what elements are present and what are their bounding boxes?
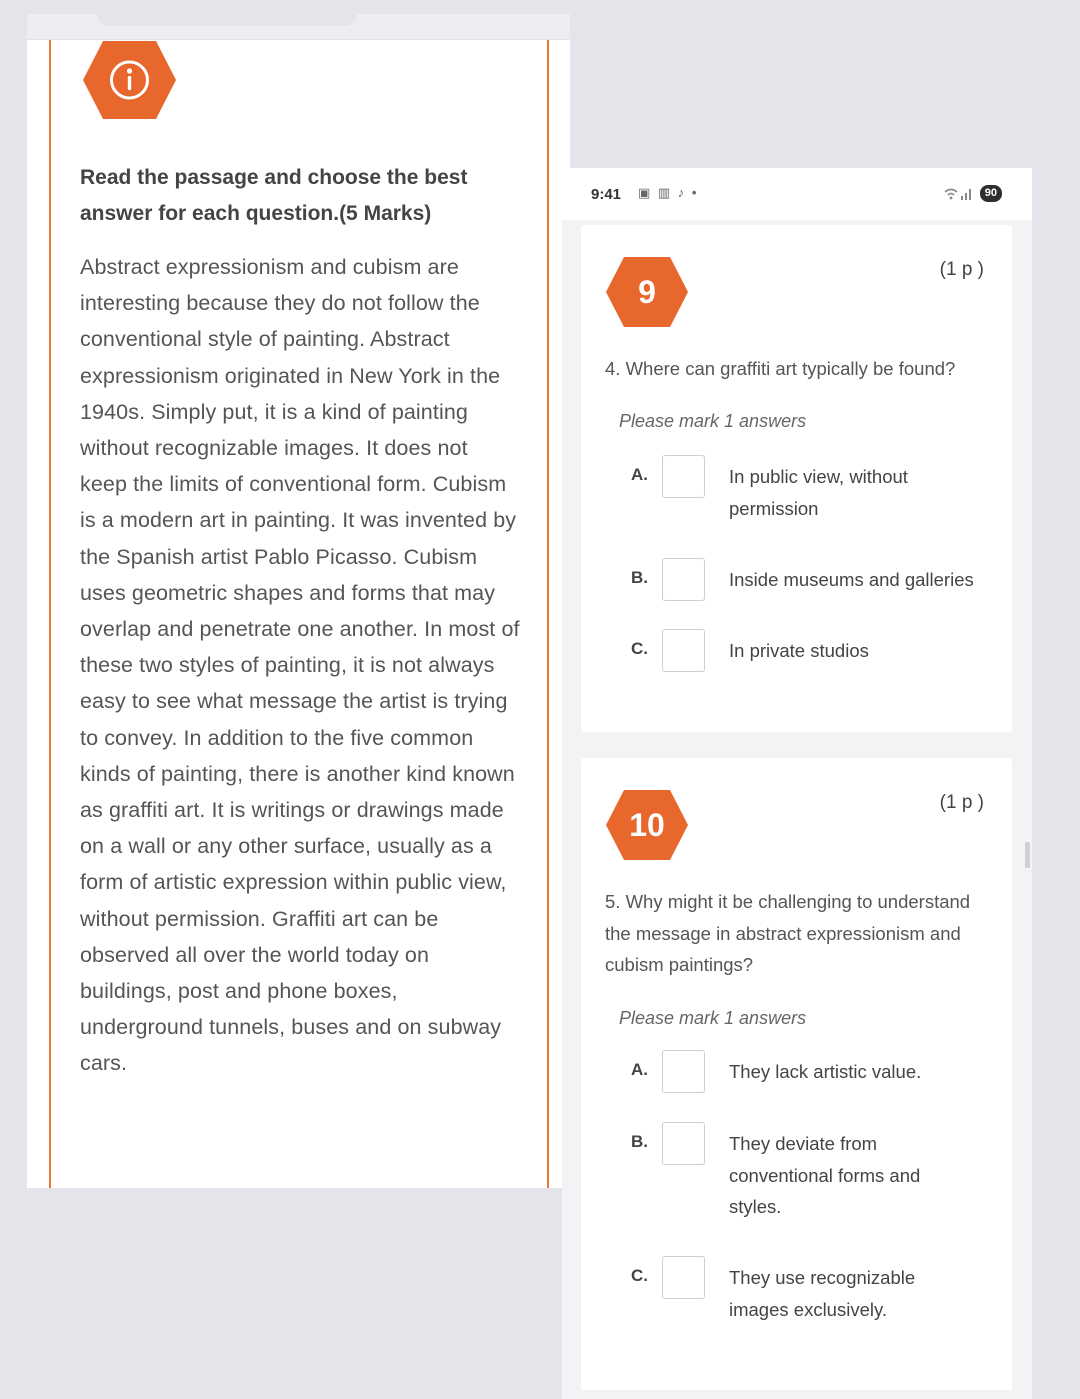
option-b[interactable] <box>625 558 1005 618</box>
option-letter: B. <box>631 568 648 587</box>
answer-checkbox[interactable] <box>662 1256 705 1299</box>
option-label: They lack artistic value. <box>729 1061 922 1082</box>
question-number: 10 <box>629 807 665 843</box>
info-icon <box>82 40 177 120</box>
question-number: 9 <box>638 274 656 310</box>
option-label: In public view, without permission <box>729 466 908 519</box>
option-label: Inside museums and galleries <box>729 569 974 590</box>
option-label: They use recognizable images exclusively. <box>729 1267 916 1320</box>
option-letter: B. <box>631 1132 648 1151</box>
status-time: 9:41 <box>591 186 622 203</box>
reading-passage: Abstract expressionism and cubism are interesting because they do not follow the conventional style of painting. Abstract expressionism originated in New York in the 1940s. Simply put, it is a kind of painting without recognizable images. It does not keep the limits of conventional form. Cubism is a modern art in painting. It was invented by the Spanish artist Pablo Picasso. Cubism uses geometric shapes and forms that may overlap and penetrate one another. In most of these two styles of painting, it is not always easy to see what message the artist is trying to convey. In addition to the five common kinds of painting, there is another kind known as graffiti art. It is writings or drawings made on a wall or any other surface, usually as a form of artistic expression within public view, without permission. Graffiti art can be observed all over the world today on buildings, post and phone boxes, underground tunnels, buses and on subway cars. <box>80 255 520 1076</box>
question-number-badge <box>605 789 689 861</box>
question-number-badge <box>605 256 689 328</box>
wifi-signal-icon <box>944 187 974 201</box>
quiz-screen <box>562 168 1032 1399</box>
option-letter: A. <box>631 465 648 484</box>
passage-top-bar <box>27 14 570 40</box>
battery-indicator: 90 <box>980 185 1002 202</box>
option-letter: C. <box>631 1266 648 1285</box>
status-right-group <box>944 185 1002 202</box>
top-bar-handle <box>97 14 357 26</box>
option-b[interactable] <box>625 1122 1005 1217</box>
answer-checkbox[interactable] <box>662 558 705 601</box>
option-a[interactable] <box>625 1050 1005 1110</box>
answer-checkbox[interactable] <box>662 629 705 672</box>
instructions-heading: Read the passage and choose the best answer for each question.(5 Marks) <box>80 166 468 225</box>
answer-hint: Please mark 1 answers <box>619 411 807 431</box>
answer-checkbox[interactable] <box>662 455 705 498</box>
question-text: 5. Why might it be challenging to understand the message in abstract expressionism and cubism paintings? <box>605 891 971 975</box>
answer-checkbox[interactable] <box>662 1050 705 1093</box>
question-card-10 <box>581 758 1012 1390</box>
question-points: (1 p ) <box>939 259 984 280</box>
status-bar <box>562 168 1032 220</box>
option-letter: A. <box>631 1060 648 1079</box>
option-label: They deviate from conventional forms and styles. <box>729 1133 921 1217</box>
scrollbar-thumb[interactable] <box>1025 842 1030 868</box>
option-a[interactable] <box>625 455 1005 519</box>
answer-checkbox[interactable] <box>662 1122 705 1165</box>
passage-screen <box>27 14 570 1188</box>
question-text: 4. Where can graffiti art typically be found? <box>605 358 956 379</box>
passage-card <box>49 40 549 1188</box>
question-card-9 <box>581 225 1012 732</box>
option-label: In private studios <box>729 640 869 661</box>
option-letter: C. <box>631 639 648 658</box>
option-c[interactable] <box>625 629 1005 689</box>
option-c[interactable] <box>625 1256 1005 1320</box>
answer-hint: Please mark 1 answers <box>619 1008 807 1028</box>
notification-icons: ▣ ▥ ♪ • <box>638 185 699 200</box>
question-points: (1 p ) <box>939 792 984 813</box>
